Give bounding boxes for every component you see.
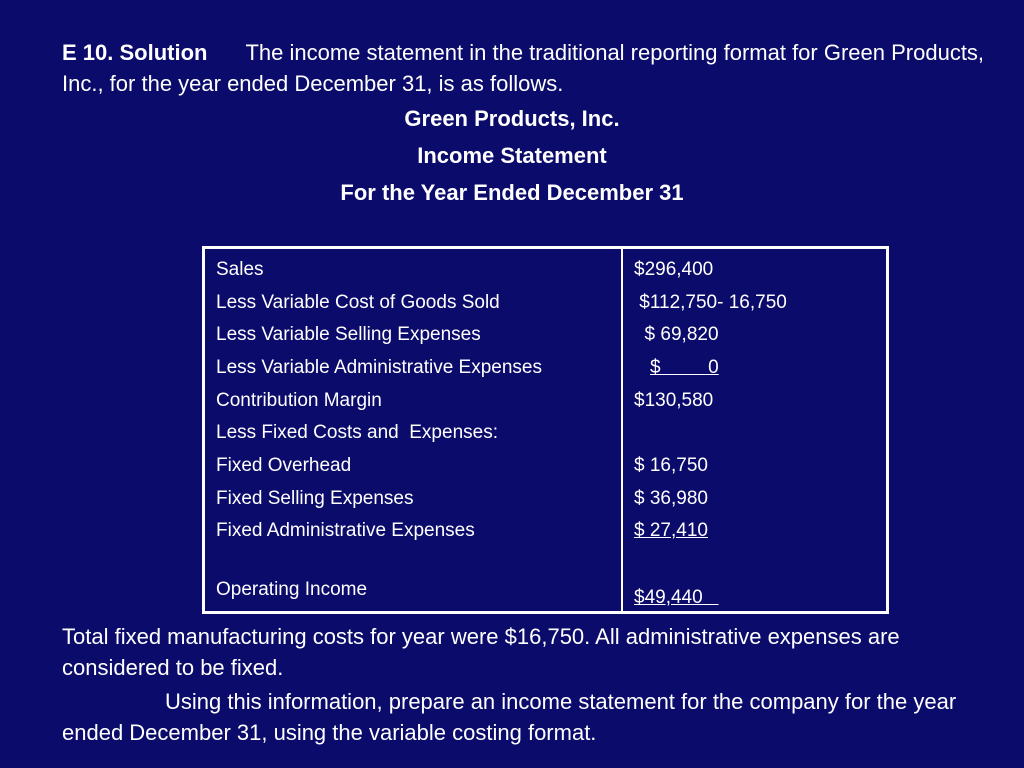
instruction-paragraph	[62, 686, 1002, 748]
statement-period: For the Year Ended December 31	[340, 180, 684, 205]
row-amount: $ 27,410	[634, 520, 708, 541]
row-label: Sales	[216, 259, 264, 280]
table-row	[205, 583, 886, 613]
table-row	[205, 320, 886, 350]
row-label: Less Fixed Costs and Expenses:	[216, 422, 498, 443]
row-label: Fixed Selling Expenses	[216, 488, 414, 509]
row-label: Fixed Overhead	[216, 455, 352, 476]
table-row	[205, 451, 886, 481]
table-row	[205, 386, 886, 416]
table-row	[205, 418, 886, 448]
row-amount: $296,400	[634, 259, 714, 280]
row-label: Less Variable Cost of Goods Sold	[216, 292, 500, 313]
row-label: Fixed Administrative Expenses	[216, 520, 475, 541]
exercise-label: E 10. Solution	[62, 40, 208, 65]
row-amount: $112,750- 16,750	[634, 292, 787, 313]
table-row	[205, 288, 886, 318]
row-label: Contribution Margin	[216, 390, 382, 411]
row-amount: $ 0	[650, 357, 719, 378]
table-row	[205, 353, 886, 383]
row-label: Less Variable Selling Expenses	[216, 324, 481, 345]
table-row	[205, 516, 886, 546]
intro-text: The income statement in the traditional reporting format for Green Products, Inc., for the year ended December 31, is as follows.	[62, 40, 985, 96]
income-statement-table	[202, 246, 889, 614]
table-row	[205, 484, 886, 514]
statement-title: Income Statement	[417, 143, 607, 168]
row-label: Less Variable Administrative Expenses	[216, 357, 542, 378]
intro-paragraph	[62, 37, 992, 99]
row-amount: $ 69,820	[634, 324, 719, 345]
row-amount: $ 16,750	[634, 455, 708, 476]
row-amount: $49,440	[634, 587, 719, 608]
company-name: Green Products, Inc.	[404, 106, 620, 131]
row-amount: $ 36,980	[634, 488, 708, 509]
row-amount: $130,580	[634, 390, 714, 411]
closing-paragraph: Total fixed manufacturing costs for year were $16,750. All administrative expenses are considered to be fixed.	[62, 624, 900, 680]
instruction-text: Using this information, prepare an income statement for the company for the year ended December 31, using the variable costing format.	[62, 689, 957, 745]
row-label: Operating Income	[216, 579, 368, 600]
table-row	[205, 255, 886, 285]
